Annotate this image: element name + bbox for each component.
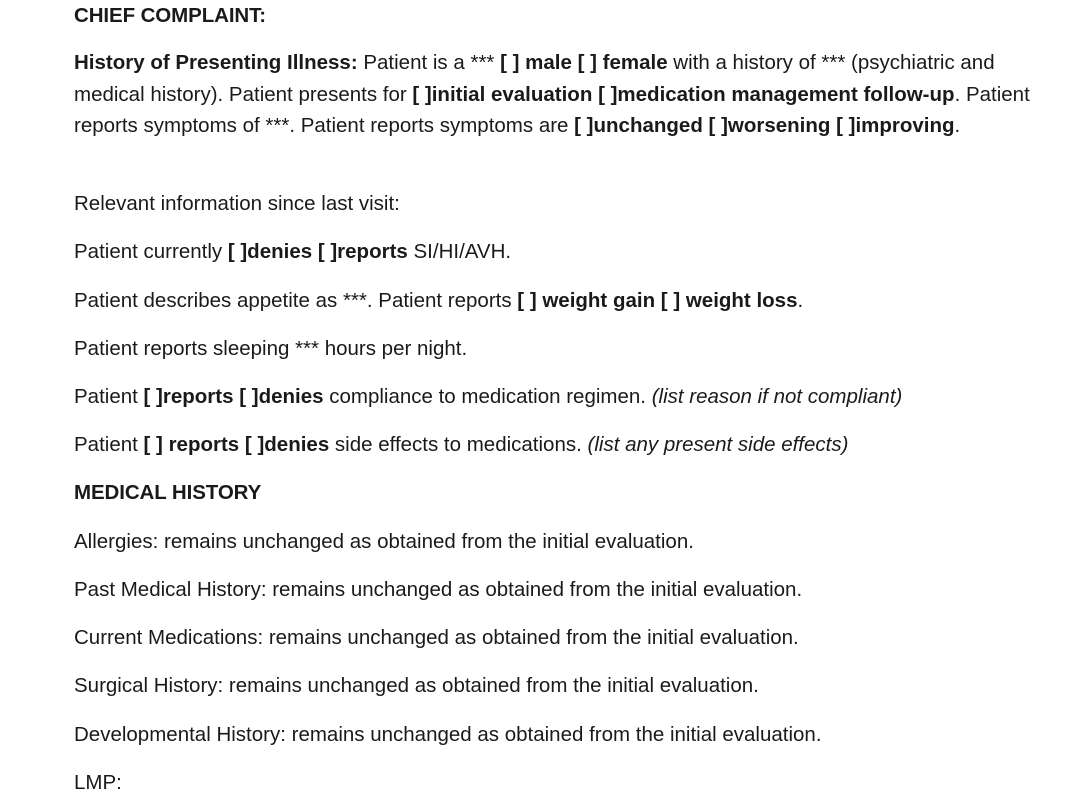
past-medical-history-line: Past Medical History: remains unchanged as obtained from the initial evaluation. [74, 578, 803, 601]
current-medications-line: Current Medications: remains unchanged as obtained from the initial evaluation. [74, 626, 799, 649]
weight-loss-option: [ ] weight loss [660, 289, 798, 312]
developmental-history-line: Developmental History: remains unchanged as obtained from the initial evaluation. [74, 723, 822, 746]
compliance-line: Patient [ ]reports [ ]denies compliance to medication regimen. (list reason if not compliant) [74, 385, 903, 408]
hpi-label: History of Presenting Illness: [74, 51, 358, 74]
male-option: [ ] male [500, 51, 572, 74]
denies-option: [ ]denies [244, 433, 330, 456]
compliance-note: (list reason if not compliant) [651, 385, 903, 408]
appetite-line: Patient describes appetite as ***. Patient reports [ ] weight gain [ ] weight loss. [74, 289, 804, 312]
chief-complaint-heading: CHIEF COMPLAINT: [74, 4, 266, 27]
initial-evaluation-option: [ ]initial evaluation [412, 82, 593, 106]
hpi-text: . Patient reports symptoms of ***. Patient reports symptoms are [74, 82, 1030, 137]
worsening-option: [ ]worsening [708, 114, 831, 137]
medication-management-option: [ ]medication management follow-up [598, 82, 955, 106]
surgical-history-line: Surgical History: remains unchanged as obtained from the initial evaluation. [74, 674, 759, 697]
sleep-line: Patient reports sleeping *** hours per night. [74, 337, 468, 360]
denies-option: [ ]denies [239, 385, 324, 408]
reports-option: [ ] reports [143, 433, 240, 456]
reports-option: [ ]reports [317, 240, 408, 263]
hpi-paragraph: History of Presenting Illness: Patient is a *** [ ] male [ ] female with a history of *** (psychiatric and medical history). Patient presents for [ ]initial evaluation [ ]medication management follow-up. Patient reports symptoms of ***. Patient reports symptoms are [ ]unchanged [ ]worsening [ ]improving. [74, 51, 1030, 137]
hpi-text: Patient is a *** [357, 51, 501, 74]
denies-option: [ ]denies [227, 240, 313, 263]
improving-option: [ ]improving [836, 114, 955, 137]
female-option: [ ] female [577, 51, 668, 74]
medical-history-heading: MEDICAL HISTORY [74, 481, 262, 504]
si-hi-avh-line: Patient currently [ ]denies [ ]reports SI/HI/AVH. [74, 240, 512, 263]
side-effects-line: Patient [ ] reports [ ]denies side effects to medications. (list any present side effects) [74, 433, 849, 456]
lmp-line: LMP: [74, 771, 122, 794]
relevant-info-line: Relevant information since last visit: [74, 192, 400, 215]
reports-option: [ ]reports [143, 385, 234, 408]
hpi-text: with a history of *** (psychiatric and medical history). Patient presents for [74, 51, 995, 106]
side-effects-note: (list any present side effects) [587, 433, 849, 456]
unchanged-option: [ ]unchanged [574, 114, 703, 137]
allergies-line: Allergies: remains unchanged as obtained from the initial evaluation. [74, 530, 694, 553]
weight-gain-option: [ ] weight gain [517, 289, 656, 312]
